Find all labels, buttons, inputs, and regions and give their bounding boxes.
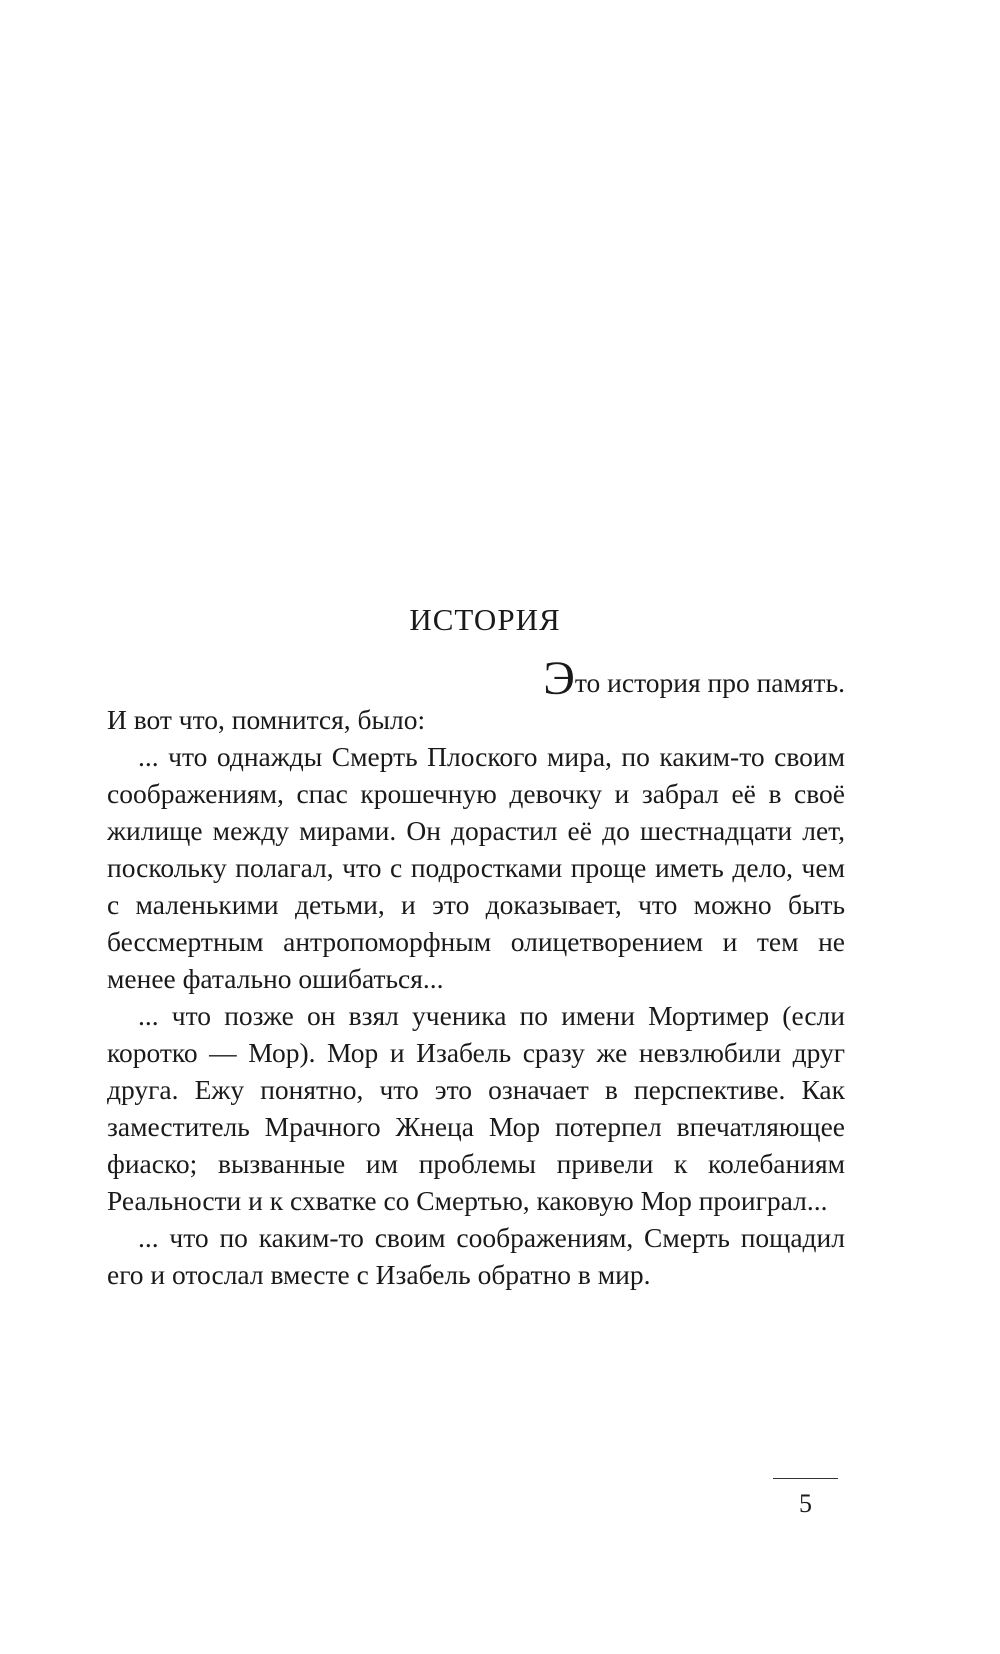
body-text <box>107 652 845 1293</box>
paragraph: ... что по каким-то своим соображениям, Смерть пощадил его и отослал вместе с Изабель обратно в мир. <box>107 1222 845 1290</box>
paragraph: И вот что, помнится, было: <box>107 704 426 735</box>
footer-rule <box>773 1478 838 1479</box>
paragraph: ... что позже он взял ученика по имени Мортимер (если коротко — Мор). Мор и Изабель сразу же невзлюбили друг друга. Ежу понятно, что это означает в перспективе. Как заместитель Мрачного Жнеца Мор потерпел впечатляющее фиаско; вызванные им проблемы привели к колебаниям Реальности и к схватке со Смертью, каковую Мор проиграл... <box>107 1000 845 1216</box>
opening-line-text: то история про память. <box>574 667 845 698</box>
chapter-title: ИСТОРИЯ <box>409 602 561 637</box>
drop-cap: Э <box>543 652 575 705</box>
paragraph: ... что однажды Смерть Плоского мира, по каким-то своим соображениям, спас крошечную девочку и забрал её в своё жилище между мирами. Он дорастил её до шестнадцати лет, поскольку полагал, что с подростками проще иметь дело, чем с маленькими детьми, и это доказывает, что можно быть бессмертным антропоморфным олицетворением и тем не менее фатально ошибаться... <box>107 741 845 994</box>
opening-line <box>107 652 845 705</box>
page-number: 5 <box>799 1489 812 1518</box>
